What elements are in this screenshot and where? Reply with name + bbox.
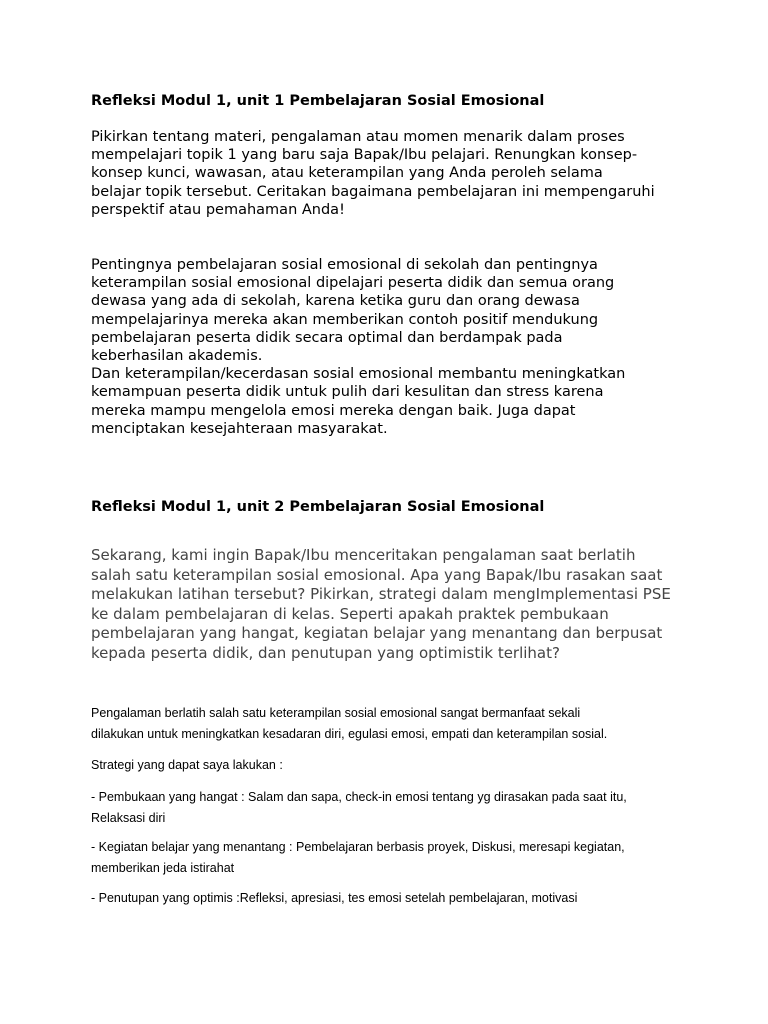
section-2-prompt: [91, 546, 691, 664]
answer-line: menciptakan kesejahteraan masyarakat.: [91, 420, 388, 437]
answer-line: dilakukan untuk meningkatkan kesadaran diri, egulasi emosi, empati dan keterampilan sosial.: [91, 727, 608, 741]
answer-line: kemampuan peserta didik untuk pulih dari kesulitan dan stress karena: [91, 384, 604, 401]
answer-line: Pengalaman berlatih salah satu keterampilan sosial emosional sangat bermanfaat sekali: [91, 706, 581, 720]
strategy-label-text: Strategi yang dapat saya lakukan :: [91, 758, 283, 772]
section-1-title: Refleksi Modul 1, unit 1 Pembelajaran Sosial Emosional: [91, 93, 545, 109]
answer-line: mereka mampu mengelola emosi mereka dengan baik. Juga dapat: [91, 402, 576, 419]
strategy-label: [91, 755, 691, 776]
section-2-title: Refleksi Modul 1, unit 2 Pembelajaran Sosial Emosional: [91, 499, 545, 515]
strategy-item-opening: [91, 787, 691, 829]
prompt-line: Sekarang, kami ingin Bapak/Ibu menceritakan pengalaman saat berlatih: [91, 546, 636, 564]
answer-line: keterampilan sosial emosional dipelajari peserta didik dan semua orang: [91, 275, 615, 292]
strategy-item-line: - Kegiatan belajar yang menantang : Pembelajaran berbasis proyek, Diskusi, meresapi kegiatan,: [91, 840, 625, 854]
prompt-line: pembelajaran yang hangat, kegiatan belajar yang menantang dan berpusat: [91, 624, 663, 643]
prompt-line: perspektif atau pemahaman Anda!: [91, 201, 345, 218]
prompt-line: Pikirkan tentang materi, pengalaman atau momen menarik dalam proses: [91, 129, 625, 145]
strategy-item-line: Relaksasi diri: [91, 811, 166, 825]
section-2-answer-intro: [91, 703, 691, 745]
strategy-item-closing: [91, 888, 691, 909]
section-1-prompt: [91, 128, 691, 219]
prompt-line: belajar topik tersebut. Ceritakan bagaimana pembelajaran ini mempengaruhi: [91, 183, 655, 200]
answer-line: mempelajarinya mereka akan memberikan contoh positif mendukung: [91, 311, 599, 328]
strategy-item-line: memberikan jeda istirahat: [91, 861, 235, 875]
strategy-item-activity: [91, 837, 691, 879]
prompt-line: kepada peserta didik, dan penutupan yang optimistik terlihat?: [91, 643, 560, 662]
answer-line: Dan keterampilan/kecerdasan sosial emosional membantu meningkatkan: [91, 366, 626, 383]
prompt-line: mempelajari topik 1 yang baru saja Bapak/Ibu pelajari. Renungkan konsep-: [91, 147, 638, 164]
strategy-item-line: - Penutupan yang optimis :Refleksi, apresiasi, tes emosi setelah pembelajaran, motivasi: [91, 891, 578, 905]
answer-line: pembelajaran peserta didik secara optimal dan berdampak pada: [91, 329, 563, 346]
strategy-item-line: - Pembukaan yang hangat : Salam dan sapa, check-in emosi tentang yg dirasakan pada saat itu,: [91, 790, 627, 804]
answer-line: Pentingnya pembelajaran sosial emosional di sekolah dan pentingnya: [91, 257, 598, 273]
prompt-line: ke dalam pembelajaran di kelas. Seperti apakah praktek pembukaan: [91, 604, 609, 623]
prompt-line: melakukan latihan tersebut? Pikirkan, strategi dalam mengImplementasi PSE: [91, 585, 671, 604]
prompt-line: salah satu keterampilan sosial emosional. Apa yang Bapak/Ibu rasakan saat: [91, 565, 663, 584]
prompt-line: konsep kunci, wawasan, atau keterampilan yang Anda peroleh selama: [91, 165, 603, 182]
section-1-answer: [91, 256, 691, 438]
answer-line: keberhasilan akademis.: [91, 348, 263, 365]
answer-line: dewasa yang ada di sekolah, karena ketika guru dan orang dewasa: [91, 293, 580, 310]
